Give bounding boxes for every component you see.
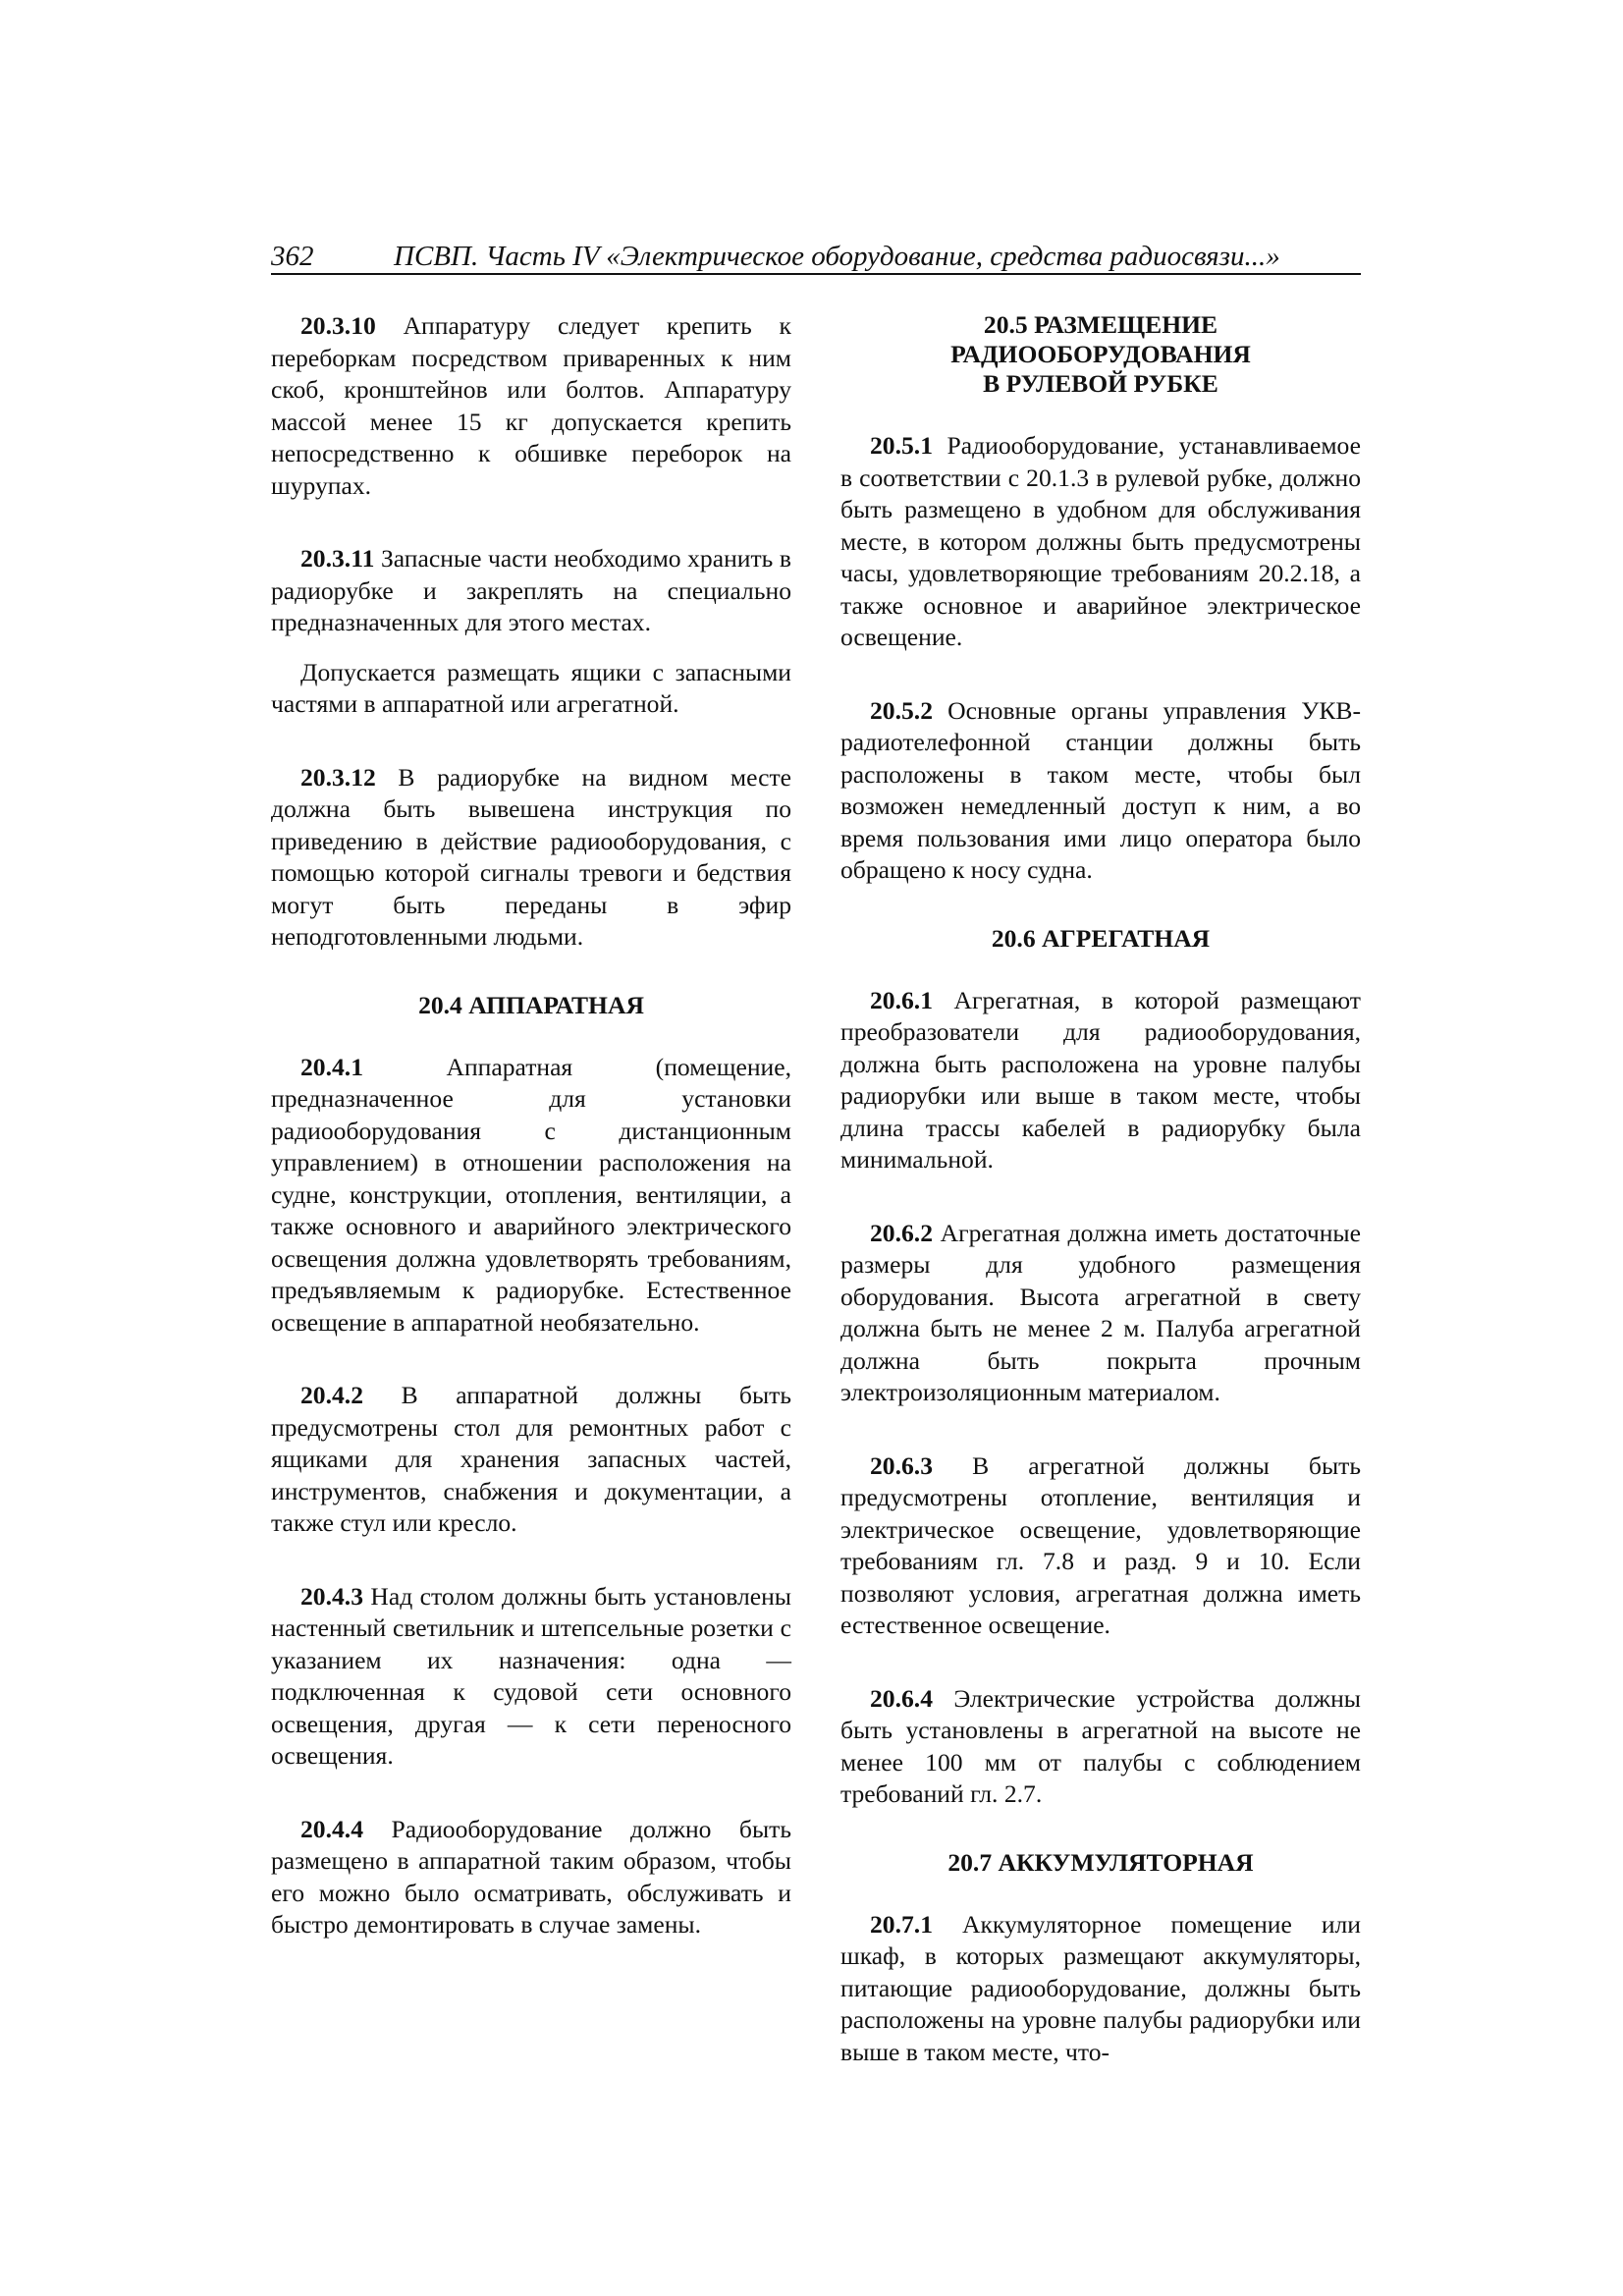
clause-number: 20.4.1: [300, 1052, 363, 1081]
paragraph-20-3-11-cont: Допускается размещать ящики с запасными частями в аппаратной или агрегатной.: [271, 657, 791, 718]
clause-number: 20.6.2: [870, 1218, 933, 1247]
clause-number: 20.6.4: [870, 1683, 933, 1713]
paragraph-20-4-1: [271, 1052, 791, 1339]
paragraph-20-4-2: [271, 1380, 791, 1540]
paragraph-20-5-1: [840, 430, 1361, 654]
clause-text: Запасные части необходимо хранить в радиорубке и закреплять на специально предназначенных для этого местах.: [271, 544, 791, 636]
clause-text: В агрегатной должны быть предусмотрены отопление, вентиляция и электрическое освещение, удовлетворяющие требованиям гл. 7.8 и разд. 9 и 10. Если позволяют условия, агрегатная должна иметь естественное освещение.: [840, 1450, 1361, 1639]
clause-number: 20.4.2: [300, 1381, 363, 1409]
paragraph-20-6-2: [840, 1218, 1361, 1409]
paragraph-20-3-11: [271, 543, 791, 639]
clause-number: 20.6.3: [870, 1450, 933, 1480]
clause-text: Аппаратуру следует крепить к переборкам посредством приваренных к ним скоб, кронштейнов или болтов. Аппаратуру массой менее 15 кг допускается крепить непосредственно к обшивке переборок на шурупах.: [271, 311, 791, 500]
clause-text: Основные органы управления УКВ-радиотелефонной станции должны быть расположены в таком месте, чтобы был возможен немедленный доступ к ним, а во время пользования ими лицо оператора было обращено к носу судна.: [840, 695, 1361, 884]
paragraph-20-6-1: [840, 985, 1361, 1176]
header-rule: [271, 273, 1361, 275]
clause-number: 20.7.1: [870, 1909, 933, 1939]
clause-number: 20.3.10: [300, 311, 376, 340]
clause-number: 20.5.1: [870, 431, 933, 460]
clause-number: 20.4.3: [300, 1581, 363, 1611]
left-column: [271, 310, 791, 1941]
section-heading-20-7: 20.7 АККУМУЛЯТОРНАЯ: [947, 1847, 1254, 1877]
paragraph-20-6-4: [840, 1683, 1361, 1811]
clause-text: Агрегатная должна иметь достаточные размеры для удобного размещения оборудования. Высота агрегатной в свету должна быть не менее 2 м. Палуба агрегатной должна быть покрыта прочным электроизоляционным материалом.: [840, 1218, 1361, 1406]
section-heading-20-5: [840, 310, 1361, 399]
clause-text: В радиорубке на видном месте должна быть вывешена инструкция по приведению в действие радиооборудования, с помощью которой сигналы тревоги и бедствия могут быть переданы в эфир неподготовленными людьми.: [271, 762, 791, 951]
right-column: [840, 310, 1361, 2068]
clause-number: 20.3.12: [300, 762, 376, 792]
clause-text: Радиооборудование, устанавливаемое в соответствии с 20.1.3 в рулевой рубке, должно быть размещено в удобном для обслуживания месте, в котором должны быть предусмотрены часы, удовлетворяющие требованиям 20.2.18, а также основное и аварийное электрическое освещение.: [840, 431, 1361, 651]
clause-number: 20.4.4: [300, 1814, 363, 1843]
paragraph-20-4-4: [271, 1814, 791, 1941]
paragraph-20-6-3: [840, 1450, 1361, 1642]
paragraph-20-3-12: [271, 762, 791, 954]
clause-text: Аппаратная (помещение, предназначенное для установки радиооборудования с дистанционным управлением) в отношении расположения на судне, конструкции, отопления, вентиляции, а также основного и аварийного электрического освещения должна удовлетворять требованиям, предъявляемым к радиорубке. Естественное освещение в аппаратной необязательно.: [271, 1052, 791, 1337]
clause-text: В аппаратной должны быть предусмотрены стол для ремонтных работ с ящиками для хранения запасных частей, инструментов, снабжения и документации, а также стул или кресло.: [271, 1381, 791, 1537]
section-heading-20-6: 20.6 АГРЕГАТНАЯ: [991, 923, 1211, 953]
clause-number: 20.5.2: [870, 695, 933, 725]
heading-line: В РУЛЕВОЙ РУБКЕ: [983, 369, 1218, 398]
running-header: [271, 240, 1361, 273]
page-number: 362: [271, 241, 314, 272]
heading-line: 20.5 РАЗМЕЩЕНИЕ: [983, 310, 1218, 339]
clause-number: 20.3.11: [300, 544, 375, 573]
section-heading-20-4: 20.4 АППАРАТНАЯ: [418, 990, 644, 1019]
clause-text: Электрические устройства должны быть установлены в агрегатной на высоте не менее 100 мм от палубы с соблюдением требований гл. 2.7.: [840, 1683, 1361, 1808]
paragraph-20-3-10: [271, 310, 791, 502]
paragraph-20-7-1: [840, 1909, 1361, 2069]
paragraph-20-5-2: [840, 695, 1361, 887]
clause-text: Радиооборудование должно быть размещено в аппаратной таким образом, чтобы его можно было осматривать, обслуживать и быстро демонтировать в случае замены.: [271, 1814, 791, 1939]
paragraph-20-4-3: [271, 1581, 791, 1773]
clause-text: Агрегатная, в которой размещают преобразователи для радиооборудования, должна быть расположена на уровне палубы радиорубки или выше в таком месте, чтобы длина трассы кабелей в радиорубку была минимальной.: [840, 985, 1361, 1174]
heading-line: РАДИООБОРУДОВАНИЯ: [950, 340, 1251, 368]
clause-text: Аккумуляторное помещение или шкаф, в которых размещают аккумуляторы, питающие радиооборудование, должны быть расположены на уровне палубы радиорубки или выше в таком месте, что-: [840, 1909, 1361, 2066]
clause-text: Над столом должны быть установлены настенный светильник и штепсельные розетки с указанием их назначения: одна — подключенная к судовой сети основного освещения, другая — к сети переносного освещения.: [271, 1581, 791, 1770]
clause-number: 20.6.1: [870, 985, 933, 1014]
running-title: ПСВП. Часть IV «Электрическое оборудование, средства радиосвязи...»: [394, 241, 1280, 272]
